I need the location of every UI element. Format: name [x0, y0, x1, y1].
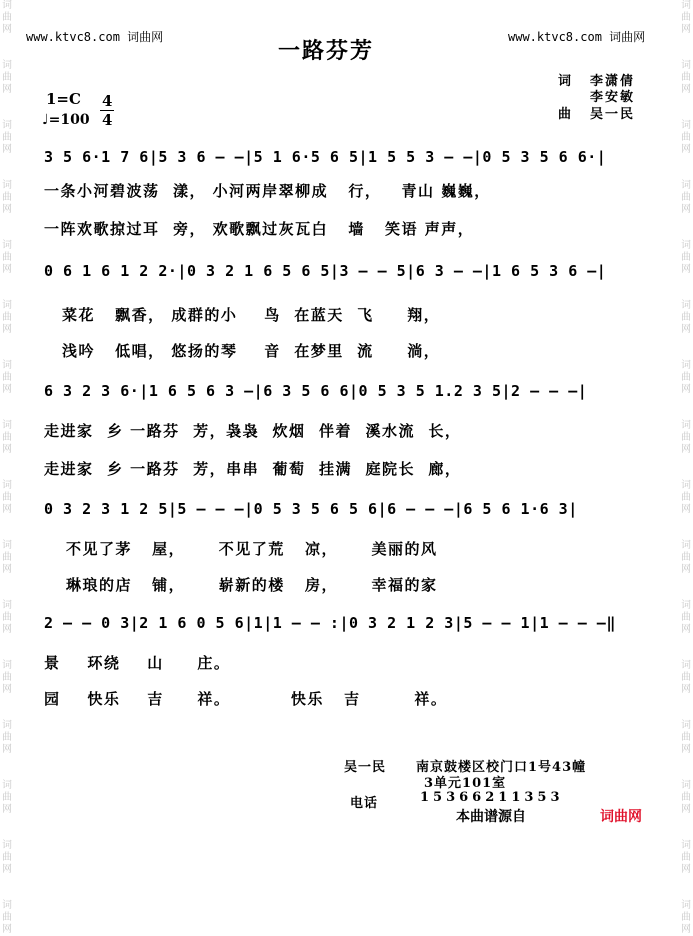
notation-line-5: 2 — — 0 3|2 1 6 0 5 6|1|1 — — :|0 3 2 1 2 3|5 — — 1|1 — — —‖	[44, 614, 616, 632]
lyric-line-1-verse-2: 一阵欢歌掠过耳 旁， 欢歌飘过灰瓦白 墙 笑语 声声，	[44, 220, 475, 238]
left-watermark-strip: 词 曲 网 词 曲 网 词 曲 网 词 曲 网 词 曲 网 词 曲 网 词 曲 网 词 曲 网 词 曲 网 词 曲 网 词 曲 网 词 曲 网 词 曲 网 词 曲 网 词 曲 网 词 曲 网	[2, 0, 12, 935]
right-watermark-strip: 词 曲 网 词 曲 网 词 曲 网 词 曲 网 词 曲 网 词 曲 网 词 曲 网 词 曲 网 词 曲 网 词 曲 网 词 曲 网 词 曲 网 词 曲 网 词 曲 网 词 曲 网 词 曲 网	[681, 0, 691, 935]
notation-line-1: 3 5 6·1 7 6|5 3 6 — —|5 1 6·5 6 5|1 5 5 3 — —|0 5 3 5 6 6·|	[44, 148, 607, 166]
tempo-marking: ♩=100	[42, 112, 90, 128]
source-note: 本曲谱源自	[456, 809, 526, 825]
site-watermark-left: www.ktvc8.com 词曲网	[26, 30, 164, 44]
notation-line-4: 0 3 2 3 1 2 5|5 — — —|0 5 3 5 6 5 6|6 — — —|6 5 6 1·6 3|	[44, 500, 578, 518]
lyric-line-5-verse-1: 景 环绕 山 庄。	[44, 654, 231, 672]
lyric-line-4-verse-2: 琳琅的店 铺， 崭新的楼 房， 幸福的家	[66, 576, 438, 594]
key-signature: 1=C	[46, 90, 81, 108]
time-signature-bottom: 4	[102, 111, 113, 129]
lyric-line-2-verse-2: 浅吟 低唱， 悠扬的琴 音 在梦里 流 淌，	[62, 342, 441, 360]
lyric-line-3-verse-2: 走进家 乡 一路芬 芳，串串 葡萄 挂满 庭院长 廊，	[44, 460, 462, 478]
site-watermark-right: www.ktvc8.com 词曲网	[508, 30, 646, 44]
lyric-line-1-verse-1: 一条小河碧波荡 漾， 小河两岸翠柳成 行， 青山 巍巍，	[44, 182, 491, 200]
contact-address-line-1: 南京鼓楼区校门口1号43幢	[416, 760, 587, 775]
composer-name: 吴一民	[590, 107, 636, 122]
contact-name: 吴一民	[344, 760, 387, 775]
brand-logo: 词曲网	[600, 809, 642, 825]
lyricist-label: 词	[558, 74, 574, 89]
notation-line-3: 6 3 2 3 6·|1 6 5 6 3 —|6 3 5 6 6|0 5 3 5 1.2 3 5|2 — — —|	[44, 382, 588, 400]
song-title: 一路芬芳	[278, 38, 375, 64]
notation-line-2: 0 6 1 6 1 2 2·|0 3 2 1 6 5 6 5|3 — — 5|6 3 — —|1 6 5 3 6 —|	[44, 262, 607, 280]
lyricist-name-2: 李安敏	[590, 90, 636, 105]
lyricist-name-1: 李潇倩	[590, 74, 636, 89]
lyric-line-5-verse-2: 园 快乐 吉 祥。 快乐 吉 祥。	[44, 690, 448, 708]
lyric-line-3-verse-1: 走进家 乡 一路芬 芳，袅袅 炊烟 伴着 溪水流 长，	[44, 422, 462, 440]
composer-label: 曲	[558, 107, 574, 122]
contact-address-line-2: 3单元101室	[424, 776, 507, 791]
lyric-line-2-verse-1: 菜花 飘香， 成群的小 鸟 在蓝天 飞 翔，	[62, 306, 441, 324]
time-signature-top: 4	[102, 92, 113, 110]
phone-label: 电话	[350, 796, 379, 811]
lyric-line-4-verse-1: 不见了茅 屋， 不见了荒 凉， 美丽的风	[66, 540, 438, 558]
phone-number: 15366211353	[420, 790, 564, 805]
